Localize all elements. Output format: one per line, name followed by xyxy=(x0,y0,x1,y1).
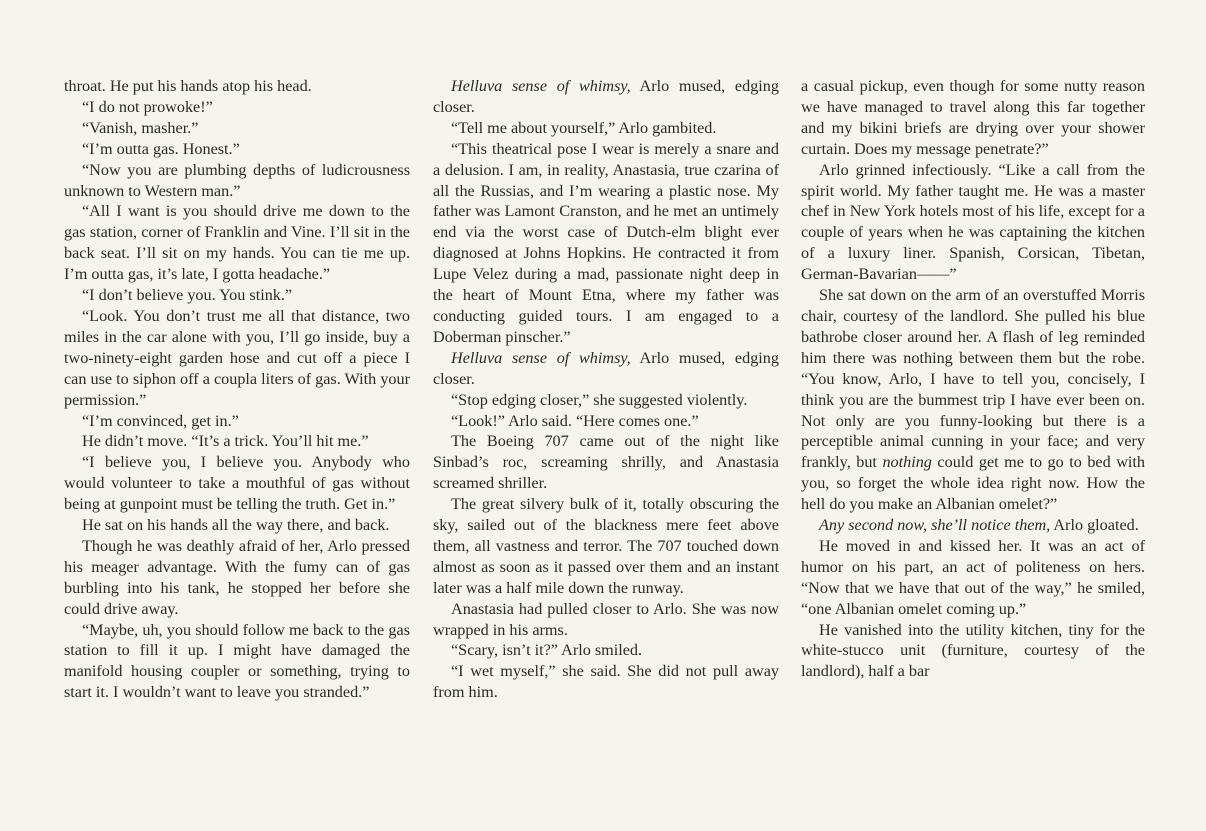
paragraph xyxy=(433,390,779,411)
paragraph-text: “I believe you, I believe you. Anybody who would volunteer to take a mouthful of gas without being at gunpoint must be telling the truth. Get in.” xyxy=(64,453,410,514)
paragraph-text: “I’m outta gas. Honest.” xyxy=(82,139,240,158)
paragraph-text: “Stop edging closer,” she suggested violently. xyxy=(451,390,748,409)
paragraph xyxy=(801,536,1145,620)
paragraph-text: “I don’t believe you. You stink.” xyxy=(82,286,293,305)
paragraph xyxy=(433,411,779,432)
paragraph-text: Arlo gloated. xyxy=(1050,516,1139,535)
paragraph xyxy=(433,348,779,390)
paragraph xyxy=(433,640,779,661)
paragraph xyxy=(433,494,779,599)
paragraph xyxy=(64,452,410,515)
paragraph-text: “Tell me about yourself,” Arlo gambited. xyxy=(451,118,717,137)
paragraph xyxy=(64,536,410,620)
paragraph-text: “I do not prowoke!” xyxy=(82,97,213,116)
paragraph xyxy=(64,285,410,306)
paragraph-text: Though he was deathly afraid of her, Arlo pressed his meager advantage. With the fumy can of gas burbling into his tank, he stopped her before she could drive away. xyxy=(64,536,410,618)
paragraph xyxy=(801,285,1145,515)
paragraph-text: “Look. You don’t trust me all that distance, two miles in the car alone with you, I’ll go inside, buy a two-ninety-eight garden hose and cut off a piece I can use to siphon off a coupla liters of gas. With your permission.” xyxy=(64,306,410,409)
paragraph-text: Arlo mused, edging closer. xyxy=(433,348,779,388)
text-column-3 xyxy=(801,76,1145,682)
paragraph xyxy=(64,160,410,202)
paragraph xyxy=(64,515,410,536)
paragraph-text: “Now you are plumbing depths of ludicrousness unknown to Western man.” xyxy=(64,160,410,200)
paragraph xyxy=(801,620,1145,683)
paragraph xyxy=(64,118,410,139)
paragraph-text: “I’m convinced, get in.” xyxy=(82,411,239,430)
paragraph xyxy=(801,515,1145,536)
italic-phrase: Helluva sense of whimsy, xyxy=(451,348,631,367)
paragraph-text: He moved in and kissed her. It was an act of humor on his part, an act of politeness on hers. “Now that we have that out of the way,” he smiled, “one Albanian omelet coming up.” xyxy=(801,536,1145,618)
paragraph-text: Anastasia had pulled closer to Arlo. She was now wrapped in his arms. xyxy=(433,599,779,639)
italic-phrase: Helluva sense of whimsy, xyxy=(451,77,631,95)
paragraph-text: “I wet myself,” she said. She did not pull away from him. xyxy=(433,662,779,702)
paragraph-text: The Boeing 707 came out of the night like Sinbad’s roc, screaming shrilly, and Anastasia screamed shriller. xyxy=(433,432,779,493)
text-column-2 xyxy=(433,76,779,703)
paragraph-text: Arlo grinned infectiously. “Like a call from the spirit world. My father taught me. He was a master chef in New York hotels most of his life, except for a couple of years when he was captaining the kitchen of a luxury liner. Spanish, Corsican, Tibetan, German-Bavarian——” xyxy=(801,160,1145,284)
paragraph xyxy=(433,139,779,348)
paragraph xyxy=(433,661,779,703)
text-column-1 xyxy=(64,76,410,703)
paragraph xyxy=(64,306,410,411)
paragraph-text: “This theatrical pose I wear is merely a snare and a delusion. I am, in reality, Anastasia, true czarina of all the Russias, and I’m wearing a plastic nose. My father was Lamont Cranston, and he met an untimely end via the worst case of Dutch-elm blight ever diagnosed at Johns Hopkins. He contracted it from Lupe Velez during a mad, passionate night deep in the heart of Mount Etna, where my father was conducting guided tours. I am engaged to a Doberman pinscher.” xyxy=(433,139,779,346)
paragraph-text: He didn’t move. “It’s a trick. You’ll hit me.” xyxy=(82,432,369,451)
paragraph xyxy=(64,139,410,160)
paragraph xyxy=(433,118,779,139)
paragraph-text: Arlo mused, edging closer. xyxy=(433,77,779,116)
paragraph-text: “Maybe, uh, you should follow me back to the gas station to fill it up. I might have damaged the manifold housing coupler or something, trying to start it. I wouldn’t want to leave you stranded.” xyxy=(64,620,410,702)
italic-phrase: Any second now, she’ll notice them, xyxy=(819,516,1051,535)
paragraph xyxy=(64,411,410,432)
paragraph xyxy=(801,160,1145,285)
paragraph xyxy=(801,76,1145,160)
paragraph-text: throat. He put his hands atop his head. xyxy=(64,77,312,95)
paragraph-text: “Look!” Arlo said. “Here comes one.” xyxy=(451,411,699,430)
paragraph-text: He sat on his hands all the way there, and back. xyxy=(82,516,390,535)
paragraph xyxy=(64,76,410,97)
italic-word: nothing xyxy=(882,453,932,472)
paragraph xyxy=(433,431,779,494)
paragraph-text: “Scary, isn’t it?” Arlo smiled. xyxy=(451,641,643,660)
paragraph xyxy=(64,97,410,118)
paragraph xyxy=(64,620,410,704)
paragraph-text: “Vanish, masher.” xyxy=(82,118,199,137)
paragraph xyxy=(64,431,410,452)
paragraph xyxy=(64,201,410,285)
paragraph-text: The great silvery bulk of it, totally obscuring the sky, sailed out of the blackness mere feet above them, all vastness and terror. The 707 touched down almost as soon as it passed over them and an instant later was a half mile down the runway. xyxy=(433,495,779,597)
paragraph-text: a casual pickup, even though for some nutty reason we have managed to travel along this far together and my bikini briefs are drying over your shower curtain. Does my message penetrate?” xyxy=(801,77,1145,158)
paragraph xyxy=(433,76,779,118)
paragraph-text: “All I want is you should drive me down to the gas station, corner of Franklin and Vine. I’ll sit in the back seat. I’ll sit on my hands. You can tie me up. I’m outta gas, it’s late, I gotta headache.” xyxy=(64,202,410,284)
paragraph-text: He vanished into the utility kitchen, tiny for the white-stucco unit (furniture, courtesy of the landlord), half a bar xyxy=(801,620,1145,681)
paragraph xyxy=(433,599,779,641)
paragraph-text: She sat down on the arm of an overstuffed Morris chair, courtesy of the landlord. She pulled his blue bathrobe closer around her. A flash of leg reminded him there was nothing between them but the robe. “You know, Arlo, I have to tell you, concisely, I think you are the bummest trip I have ever been on. Not only are you funny-looking but there is a perceptible animal cunning in your face; and very frankly, but xyxy=(801,286,1145,472)
paragraph-text-continued: could get me to go to bed with you, so forget the whole idea right now. How the hell do you make an Albanian omelet?” xyxy=(801,453,1145,514)
